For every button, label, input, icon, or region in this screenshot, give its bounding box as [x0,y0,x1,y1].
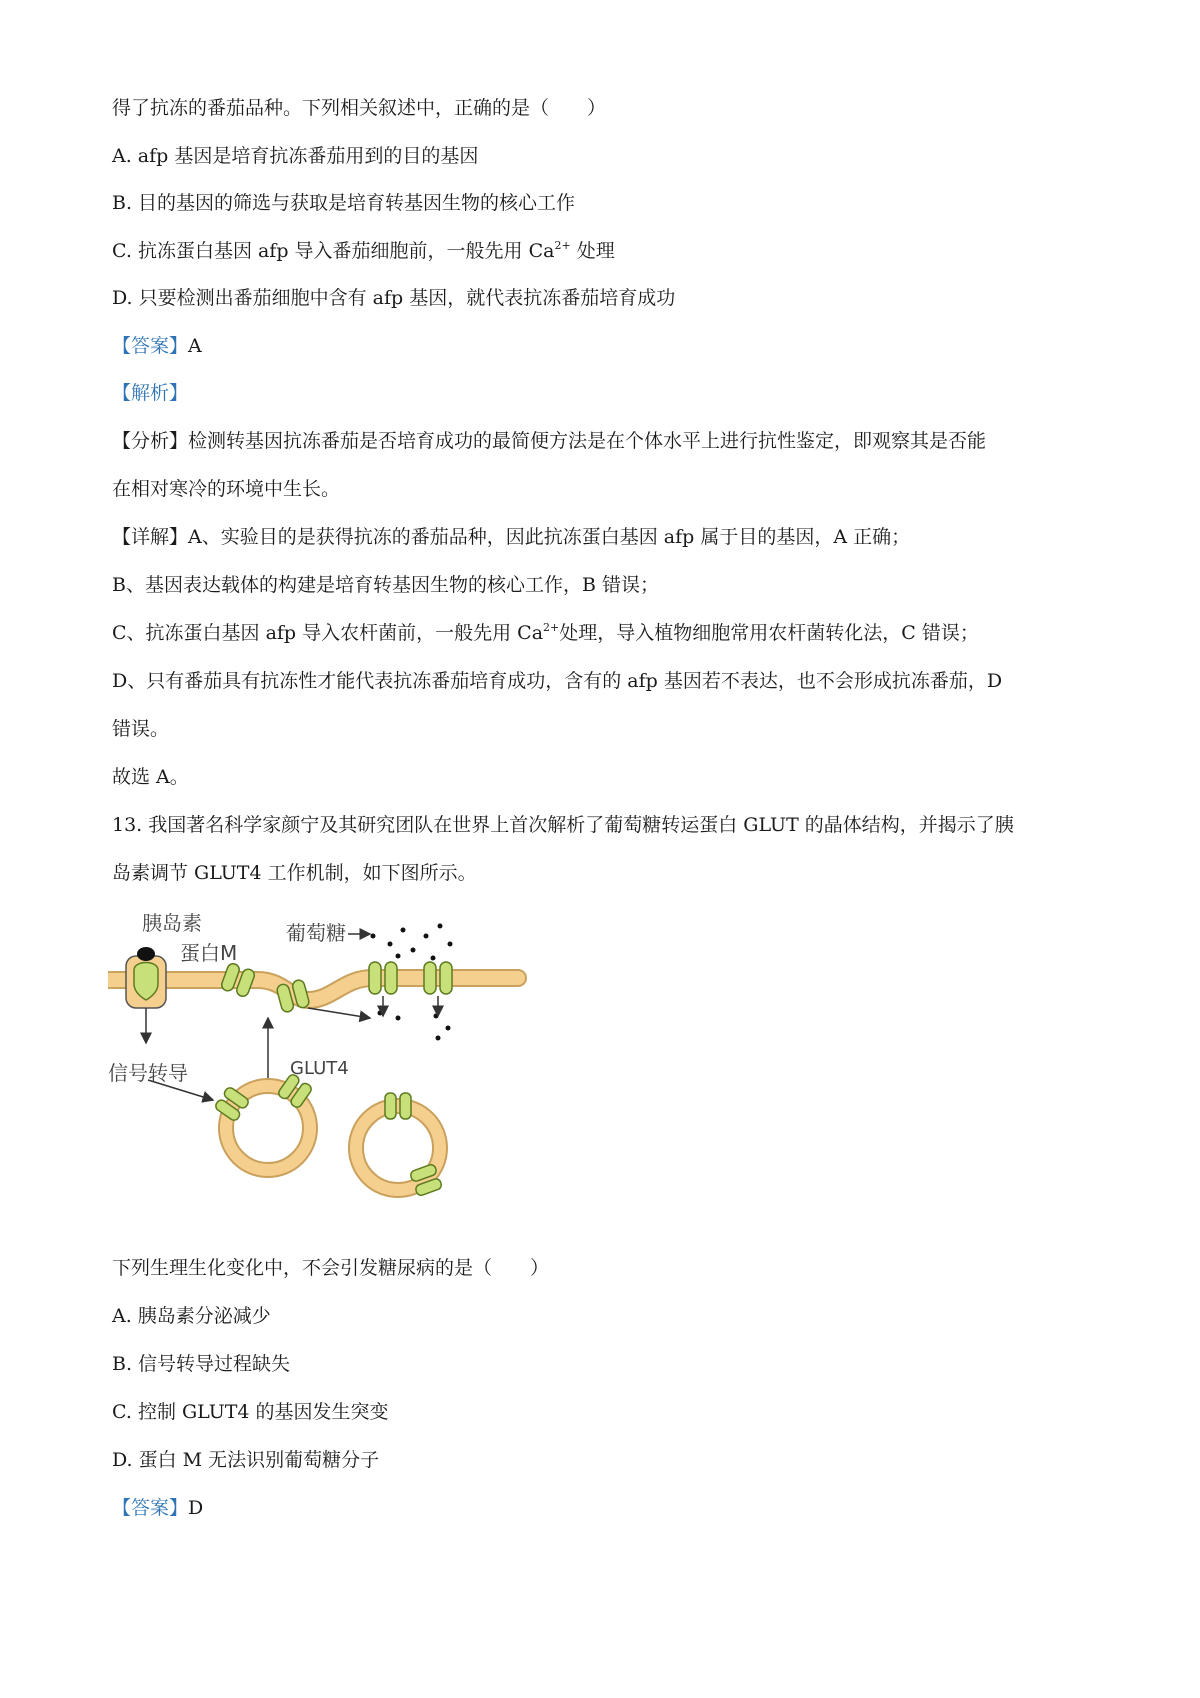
q13-answer-tag: 【答案】 [112,1497,189,1519]
xiangjie-line-d2: 错误。 [112,718,170,740]
label-glucose: 葡萄糖 [286,921,346,945]
q12-option-d: D. 只要检测出番茄细胞中含有 afp 基因，就代表抗冻番茄培育成功 [112,287,676,309]
label-glut4: GLUT4 [290,1058,349,1079]
q12-option-c-superscript: 2+ [554,239,571,252]
q13-option-a: A. 胰岛素分泌减少 [112,1305,271,1327]
xiangjie-tag: 【详解】 [112,526,189,548]
q12-answer [112,333,202,359]
transport-arrow-3 [308,1008,370,1018]
label-insulin: 胰岛素 [142,911,202,935]
q13-option-b: B. 信号转导过程缺失 [112,1353,291,1375]
q13-question: 下列生理生化变化中，不会引发糖尿病的是（ ） [112,1257,550,1279]
xiangjie-c-text: C、抗冻蛋白基因 afp 导入农杆菌前，一般先用 Ca [112,622,544,644]
answer-tag: 【答案】 [112,335,189,357]
glut4-mechanism-diagram [108,908,528,1208]
xiangjie-c-tail: 处理，导入植物细胞常用农杆菌转化法，C 错误； [559,622,979,644]
insulin-molecule [137,947,155,961]
q12-option-a: A. afp 基因是培育抗冻番茄用到的目的基因 [112,145,479,167]
analysis-tag: 【解析】 [112,382,189,404]
fenxi-line-2: 在相对寒冷的环境中生长。 [112,478,341,500]
q12-stem-tail: 得了抗冻的番茄品种。下列相关叙述中，正确的是（ ） [112,97,607,119]
q13-stem-2: 岛素调节 GLUT4 工作机制，如下图所示。 [112,862,477,884]
label-signal-transduction: 信号转导 [108,1061,188,1085]
xiangjie-line-b: B、基因表达载体的构建是培育转基因生物的核心工作，B 错误； [112,574,659,596]
xiangjie-line-a [112,524,910,550]
q12-option-b: B. 目的基因的筛选与获取是培育转基因生物的核心工作 [112,192,576,214]
q13-answer-value: D [188,1497,204,1519]
xiangjie-line-c [112,620,979,646]
q13-option-c: C. 控制 GLUT4 的基因发生突变 [112,1401,389,1423]
q13-stem-1: 13. 我国著名科学家颜宁及其研究团队在世界上首次解析了葡萄糖转运蛋白 GLUT 的晶体结构，并揭示了胰 [112,814,1014,836]
label-protein-m: 蛋白M [180,941,238,965]
q13-option-d: D. 蛋白 M 无法识别葡萄糖分子 [112,1449,380,1471]
xiangjie-c-superscript: 2+ [543,621,560,634]
q12-option-c-tail: 处理 [570,240,615,262]
fenxi-line-1 [112,428,986,454]
answer-value: A [188,335,202,357]
xiangjie-a-text: A、实验目的是获得抗冻的番茄品种，因此抗冻蛋白基因 afp 属于目的基因，A 正确； [188,526,911,548]
q12-option-c-text: C. 抗冻蛋白基因 afp 导入番茄细胞前，一般先用 Ca [112,240,555,262]
q13-answer [112,1495,203,1521]
q12-option-c [112,238,615,264]
xiangjie-line-d1: D、只有番茄具有抗冻性才能代表抗冻番茄培育成功，含有的 afp 基因若不表达，也不会形成抗冻番茄，D [112,670,1003,692]
fenxi-text-1: 检测转基因抗冻番茄是否培育成功的最简便方法是在个体水平上进行抗性鉴定，即观察其是否能 [188,430,987,452]
fenxi-tag: 【分析】 [112,430,189,452]
conclusion: 故选 A。 [112,766,189,788]
